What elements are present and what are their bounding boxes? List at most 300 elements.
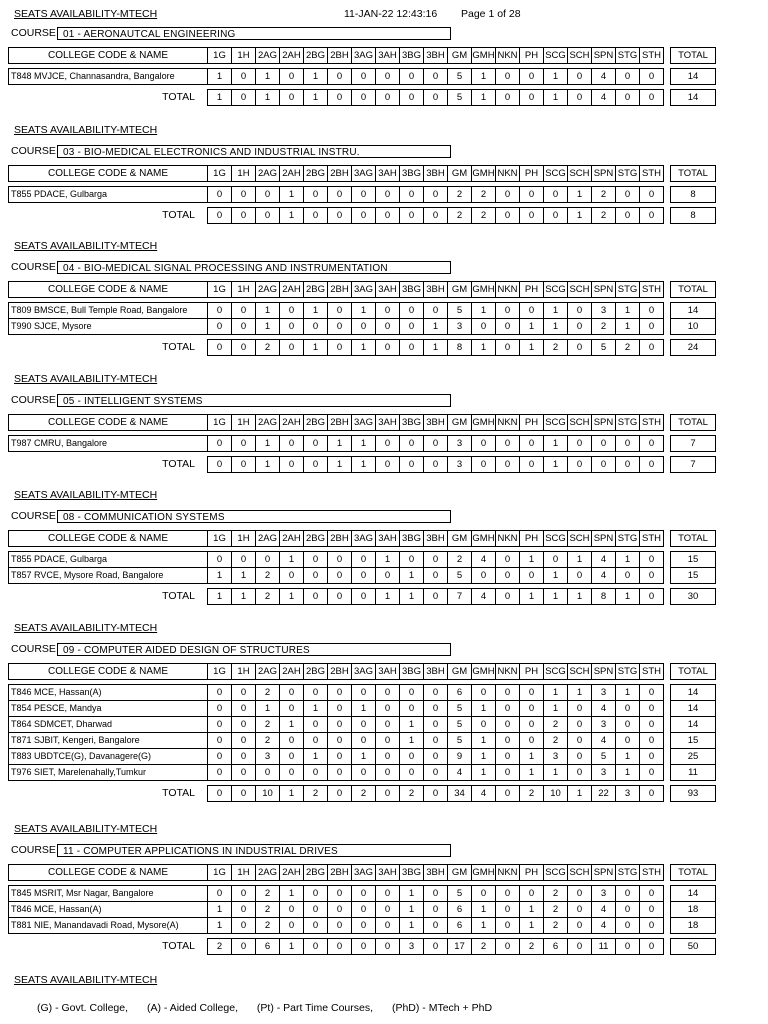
grand-total: 50	[671, 939, 716, 955]
seat-count: 0	[640, 902, 664, 918]
column-header: SCH	[568, 166, 592, 182]
column-header: 2BG	[304, 865, 328, 881]
seat-count: 0	[472, 717, 496, 733]
seat-count: 1	[544, 701, 568, 717]
total-count: 5	[592, 340, 616, 356]
total-count: 0	[424, 786, 448, 802]
seat-count: 1	[352, 701, 376, 717]
seat-count: 0	[376, 568, 400, 584]
total-count: 0	[232, 786, 256, 802]
column-header: SPN	[592, 415, 616, 431]
table-row	[9, 436, 716, 452]
seat-count: 0	[256, 187, 280, 203]
seat-count: 1	[304, 69, 328, 85]
total-count: 0	[352, 939, 376, 955]
seat-count: 1	[472, 765, 496, 781]
table-row	[9, 717, 716, 733]
seat-count: 0	[256, 765, 280, 781]
column-header: 2BH	[328, 415, 352, 431]
seat-count: 5	[448, 733, 472, 749]
seat-count: 0	[496, 685, 520, 701]
column-header: 1H	[232, 865, 256, 881]
seat-count: 1	[352, 749, 376, 765]
seat-count: 0	[208, 303, 232, 319]
seat-count: 5	[448, 303, 472, 319]
seat-count: 0	[232, 552, 256, 568]
row-total: 15	[671, 733, 716, 749]
total-count: 1	[520, 589, 544, 605]
column-header: 2BG	[304, 166, 328, 182]
table-row	[9, 303, 716, 319]
total-count: 2	[544, 340, 568, 356]
seat-count: 0	[640, 733, 664, 749]
seat-count: 1	[328, 436, 352, 452]
total-count: 0	[376, 457, 400, 473]
seat-count: 0	[208, 685, 232, 701]
table-row	[9, 319, 716, 335]
college-name: T845 MSRIT, Msr Nagar, Bangalore	[9, 886, 208, 902]
column-header: 3BG	[400, 531, 424, 547]
seat-count: 0	[400, 552, 424, 568]
totals-label: TOTAL	[162, 590, 195, 602]
seat-count: 0	[568, 918, 592, 934]
column-header: GMH	[472, 415, 496, 431]
column-header: NKN	[496, 282, 520, 298]
column-header: 1G	[208, 531, 232, 547]
total-count: 0	[304, 208, 328, 224]
seat-count: 0	[424, 568, 448, 584]
seat-count: 0	[496, 69, 520, 85]
column-header: SPN	[592, 664, 616, 680]
column-header: SCH	[568, 531, 592, 547]
totals-label: TOTAL	[162, 940, 195, 952]
table-header-row	[9, 865, 716, 881]
seat-count: 0	[232, 902, 256, 918]
total-count: 1	[376, 589, 400, 605]
column-header: NKN	[496, 48, 520, 64]
seat-count: 0	[328, 918, 352, 934]
seat-count: 0	[208, 552, 232, 568]
seat-count: 0	[472, 436, 496, 452]
seat-count: 0	[568, 886, 592, 902]
seat-count: 0	[352, 717, 376, 733]
total-count: 1	[208, 90, 232, 106]
total-count: 8	[592, 589, 616, 605]
seat-count: 3	[592, 717, 616, 733]
total-count: 1	[616, 589, 640, 605]
total-count: 2	[592, 208, 616, 224]
seats-table	[8, 414, 716, 473]
seat-count: 3	[448, 319, 472, 335]
column-header: GMH	[472, 282, 496, 298]
row-total: 11	[671, 765, 716, 781]
seat-count: 0	[496, 319, 520, 335]
seat-count: 0	[232, 733, 256, 749]
seat-count: 0	[400, 701, 424, 717]
total-count: 0	[208, 457, 232, 473]
column-header: 3BH	[424, 166, 448, 182]
seat-count: 0	[376, 749, 400, 765]
seat-count: 0	[376, 918, 400, 934]
total-count: 0	[280, 340, 304, 356]
course-label: COURSE	[11, 510, 56, 522]
seat-count: 1	[400, 733, 424, 749]
row-total: 25	[671, 749, 716, 765]
seats-table	[8, 663, 716, 802]
column-header: 2AH	[280, 415, 304, 431]
seat-count: 3	[544, 749, 568, 765]
column-header: 2AG	[256, 415, 280, 431]
seat-count: 0	[520, 568, 544, 584]
seat-count: 0	[424, 733, 448, 749]
seat-count: 1	[544, 765, 568, 781]
total-count: 2	[520, 786, 544, 802]
course-name: 09 - COMPUTER AIDED DESIGN OF STRUCTURES	[57, 643, 451, 656]
column-header: 2BH	[328, 48, 352, 64]
seat-count: 0	[496, 303, 520, 319]
seat-count: 0	[376, 717, 400, 733]
seat-count: 0	[280, 685, 304, 701]
seat-count: 1	[616, 303, 640, 319]
column-header: SCG	[544, 282, 568, 298]
table-row	[9, 701, 716, 717]
seat-count: 0	[400, 69, 424, 85]
seat-count: 1	[616, 319, 640, 335]
column-gap	[664, 187, 671, 203]
column-gap	[664, 717, 671, 733]
column-header: SPN	[592, 166, 616, 182]
column-header: GM	[448, 282, 472, 298]
column-gap	[664, 415, 671, 431]
row-total: 15	[671, 552, 716, 568]
seat-count: 0	[208, 733, 232, 749]
total-count: 0	[568, 939, 592, 955]
seat-count: 0	[424, 749, 448, 765]
seat-count: 0	[424, 436, 448, 452]
seat-count: 1	[616, 685, 640, 701]
seat-count: 1	[520, 902, 544, 918]
total-count: 2	[448, 208, 472, 224]
seat-count: 4	[592, 902, 616, 918]
seat-count: 9	[448, 749, 472, 765]
seat-count: 0	[424, 187, 448, 203]
seat-count: 0	[496, 765, 520, 781]
total-count: 0	[496, 90, 520, 106]
column-header: SCH	[568, 48, 592, 64]
seat-count: 0	[424, 765, 448, 781]
total-count: 0	[640, 90, 664, 106]
total-count: 1	[280, 589, 304, 605]
table-header-row	[9, 664, 716, 680]
column-header: 2AH	[280, 282, 304, 298]
seat-count: 0	[208, 701, 232, 717]
seat-count: 0	[376, 303, 400, 319]
column-header: STH	[640, 664, 664, 680]
total-count: 0	[640, 589, 664, 605]
total-count: 0	[424, 457, 448, 473]
seat-count: 0	[616, 918, 640, 934]
column-gap	[664, 319, 671, 335]
seat-count: 0	[424, 902, 448, 918]
total-count: 0	[568, 340, 592, 356]
column-header: PH	[520, 48, 544, 64]
college-name: T864 SDMCET, Dharwad	[9, 717, 208, 733]
column-header: 3AH	[376, 531, 400, 547]
column-header: PH	[520, 415, 544, 431]
seat-count: 1	[256, 303, 280, 319]
total-count: 0	[640, 208, 664, 224]
seat-count: 0	[208, 319, 232, 335]
college-name: T990 SJCE, Mysore	[9, 319, 208, 335]
total-count: 0	[208, 340, 232, 356]
row-total: 18	[671, 902, 716, 918]
seat-count: 1	[280, 187, 304, 203]
seat-count: 2	[256, 685, 280, 701]
column-header: 1G	[208, 865, 232, 881]
total-count: 0	[520, 90, 544, 106]
column-header: 3BG	[400, 48, 424, 64]
seat-count: 0	[520, 886, 544, 902]
seat-count: 0	[496, 552, 520, 568]
total-count: 0	[640, 457, 664, 473]
total-count: 3	[400, 939, 424, 955]
totals-label: TOTAL	[162, 341, 195, 353]
column-gap	[664, 664, 671, 680]
college-name: T871 SJBIT, Kengeri, Bangalore	[9, 733, 208, 749]
table-row	[9, 568, 716, 584]
seat-count: 0	[496, 187, 520, 203]
seat-count: 0	[328, 717, 352, 733]
column-gap	[664, 685, 671, 701]
seat-count: 0	[400, 765, 424, 781]
total-count: 0	[472, 457, 496, 473]
total-count: 2	[352, 786, 376, 802]
seat-count: 1	[208, 918, 232, 934]
seat-count: 0	[496, 918, 520, 934]
total-count: 2	[616, 340, 640, 356]
column-header: 3AG	[352, 166, 376, 182]
seat-count: 0	[640, 187, 664, 203]
seat-count: 0	[544, 552, 568, 568]
column-gap	[664, 749, 671, 765]
column-header: 3AG	[352, 415, 376, 431]
seat-count: 0	[640, 918, 664, 934]
seat-count: 0	[328, 902, 352, 918]
seat-count: 0	[496, 701, 520, 717]
totals-label: TOTAL	[162, 787, 195, 799]
seat-count: 5	[448, 69, 472, 85]
column-header: STG	[616, 282, 640, 298]
column-header-total: TOTAL	[671, 415, 716, 431]
total-count: 1	[328, 457, 352, 473]
table-header-row	[9, 166, 716, 182]
column-header: 3AH	[376, 282, 400, 298]
total-count: 1	[424, 340, 448, 356]
seat-count: 1	[616, 765, 640, 781]
total-count: 0	[496, 589, 520, 605]
college-name: T857 RVCE, Mysore Road, Bangalore	[9, 568, 208, 584]
seat-count: 0	[424, 69, 448, 85]
column-header: 3BG	[400, 282, 424, 298]
column-header: 2AH	[280, 48, 304, 64]
total-count: 0	[496, 457, 520, 473]
column-header: 2BH	[328, 166, 352, 182]
total-count: 0	[496, 786, 520, 802]
table-row	[9, 765, 716, 781]
seat-count: 1	[544, 319, 568, 335]
seat-count: 0	[376, 733, 400, 749]
grand-total: 93	[671, 786, 716, 802]
table-header-row	[9, 48, 716, 64]
seat-count: 0	[304, 733, 328, 749]
seat-count: 0	[352, 319, 376, 335]
seat-count: 0	[592, 436, 616, 452]
seat-count: 0	[280, 701, 304, 717]
total-count: 0	[328, 340, 352, 356]
seat-count: 4	[592, 568, 616, 584]
column-header: PH	[520, 664, 544, 680]
total-count: 0	[280, 457, 304, 473]
total-count: 0	[424, 589, 448, 605]
seat-count: 2	[448, 552, 472, 568]
totals-row	[9, 589, 716, 605]
column-header: STH	[640, 282, 664, 298]
total-count: 1	[352, 457, 376, 473]
section-title: SEATS AVAILABILITY-MTECH	[14, 373, 158, 385]
seat-count: 2	[544, 902, 568, 918]
total-count: 2	[520, 939, 544, 955]
total-count: 0	[352, 589, 376, 605]
course-label: COURSE	[11, 145, 56, 157]
seat-count: 0	[520, 733, 544, 749]
column-header: NKN	[496, 664, 520, 680]
column-header: GM	[448, 531, 472, 547]
total-count: 1	[568, 208, 592, 224]
column-gap	[664, 786, 671, 802]
column-header: 2BH	[328, 531, 352, 547]
totals-row	[9, 939, 716, 955]
seat-count: 1	[520, 918, 544, 934]
column-gap	[664, 303, 671, 319]
seat-count: 0	[640, 701, 664, 717]
table-row	[9, 69, 716, 85]
column-header: 2AG	[256, 865, 280, 881]
seat-count: 1	[616, 552, 640, 568]
college-name: T848 MVJCE, Channasandra, Bangalore	[9, 69, 208, 85]
column-gap	[664, 918, 671, 934]
seat-count: 0	[328, 765, 352, 781]
grand-total: 24	[671, 340, 716, 356]
total-count: 4	[472, 786, 496, 802]
seat-count: 1	[400, 568, 424, 584]
seat-count: 0	[640, 749, 664, 765]
seat-count: 0	[328, 187, 352, 203]
total-count: 0	[208, 208, 232, 224]
column-header: 2AG	[256, 531, 280, 547]
seat-count: 0	[472, 886, 496, 902]
total-count: 0	[424, 208, 448, 224]
seat-count: 1	[232, 568, 256, 584]
seat-count: 0	[520, 303, 544, 319]
seat-count: 0	[424, 303, 448, 319]
seat-count: 0	[424, 701, 448, 717]
seat-count: 0	[304, 552, 328, 568]
seat-count: 0	[352, 552, 376, 568]
seat-count: 1	[352, 436, 376, 452]
total-count: 2	[256, 589, 280, 605]
column-gap	[664, 531, 671, 547]
total-count: 0	[232, 939, 256, 955]
seat-count: 0	[616, 717, 640, 733]
seat-count: 0	[352, 902, 376, 918]
seat-count: 0	[304, 902, 328, 918]
total-count: 0	[328, 786, 352, 802]
column-header-total: TOTAL	[671, 282, 716, 298]
column-header: SCG	[544, 48, 568, 64]
seat-count: 6	[448, 902, 472, 918]
total-count: 0	[616, 457, 640, 473]
column-header: 2BH	[328, 865, 352, 881]
seat-count: 0	[568, 568, 592, 584]
seat-count: 0	[328, 749, 352, 765]
total-count: 1	[472, 90, 496, 106]
seat-count: 0	[400, 685, 424, 701]
column-header: GM	[448, 166, 472, 182]
seat-count: 0	[304, 918, 328, 934]
seat-count: 0	[568, 717, 592, 733]
grand-total: 7	[671, 457, 716, 473]
column-header: GMH	[472, 531, 496, 547]
row-total: 7	[671, 436, 716, 452]
total-count: 3	[616, 786, 640, 802]
seat-count: 1	[400, 918, 424, 934]
total-count: 0	[328, 589, 352, 605]
seat-count: 0	[304, 717, 328, 733]
seat-count: 2	[256, 733, 280, 749]
column-header: GMH	[472, 166, 496, 182]
column-gap	[664, 886, 671, 902]
seat-count: 0	[352, 886, 376, 902]
column-header: 1G	[208, 664, 232, 680]
column-gap	[664, 552, 671, 568]
seat-count: 0	[352, 733, 376, 749]
seat-count: 0	[304, 187, 328, 203]
college-name: T846 MCE, Hassan(A)	[9, 902, 208, 918]
seat-count: 0	[352, 69, 376, 85]
seat-count: 0	[232, 187, 256, 203]
seat-count: 0	[376, 902, 400, 918]
total-count: 0	[256, 208, 280, 224]
total-count: 2	[472, 208, 496, 224]
seat-count: 1	[400, 902, 424, 918]
seat-count: 0	[472, 319, 496, 335]
page-header	[0, 6, 768, 24]
totals-row	[9, 457, 716, 473]
row-total: 8	[671, 187, 716, 203]
seat-count: 0	[328, 552, 352, 568]
column-header: STG	[616, 415, 640, 431]
seat-count: 0	[616, 187, 640, 203]
legend-aided: (A) - Aided College,	[146, 1002, 238, 1014]
column-header: 1G	[208, 48, 232, 64]
seat-count: 0	[304, 685, 328, 701]
column-header: 1G	[208, 166, 232, 182]
column-header: 3AG	[352, 664, 376, 680]
seat-count: 0	[232, 685, 256, 701]
seat-count: 3	[592, 303, 616, 319]
seat-count: 0	[496, 886, 520, 902]
column-gap	[664, 282, 671, 298]
